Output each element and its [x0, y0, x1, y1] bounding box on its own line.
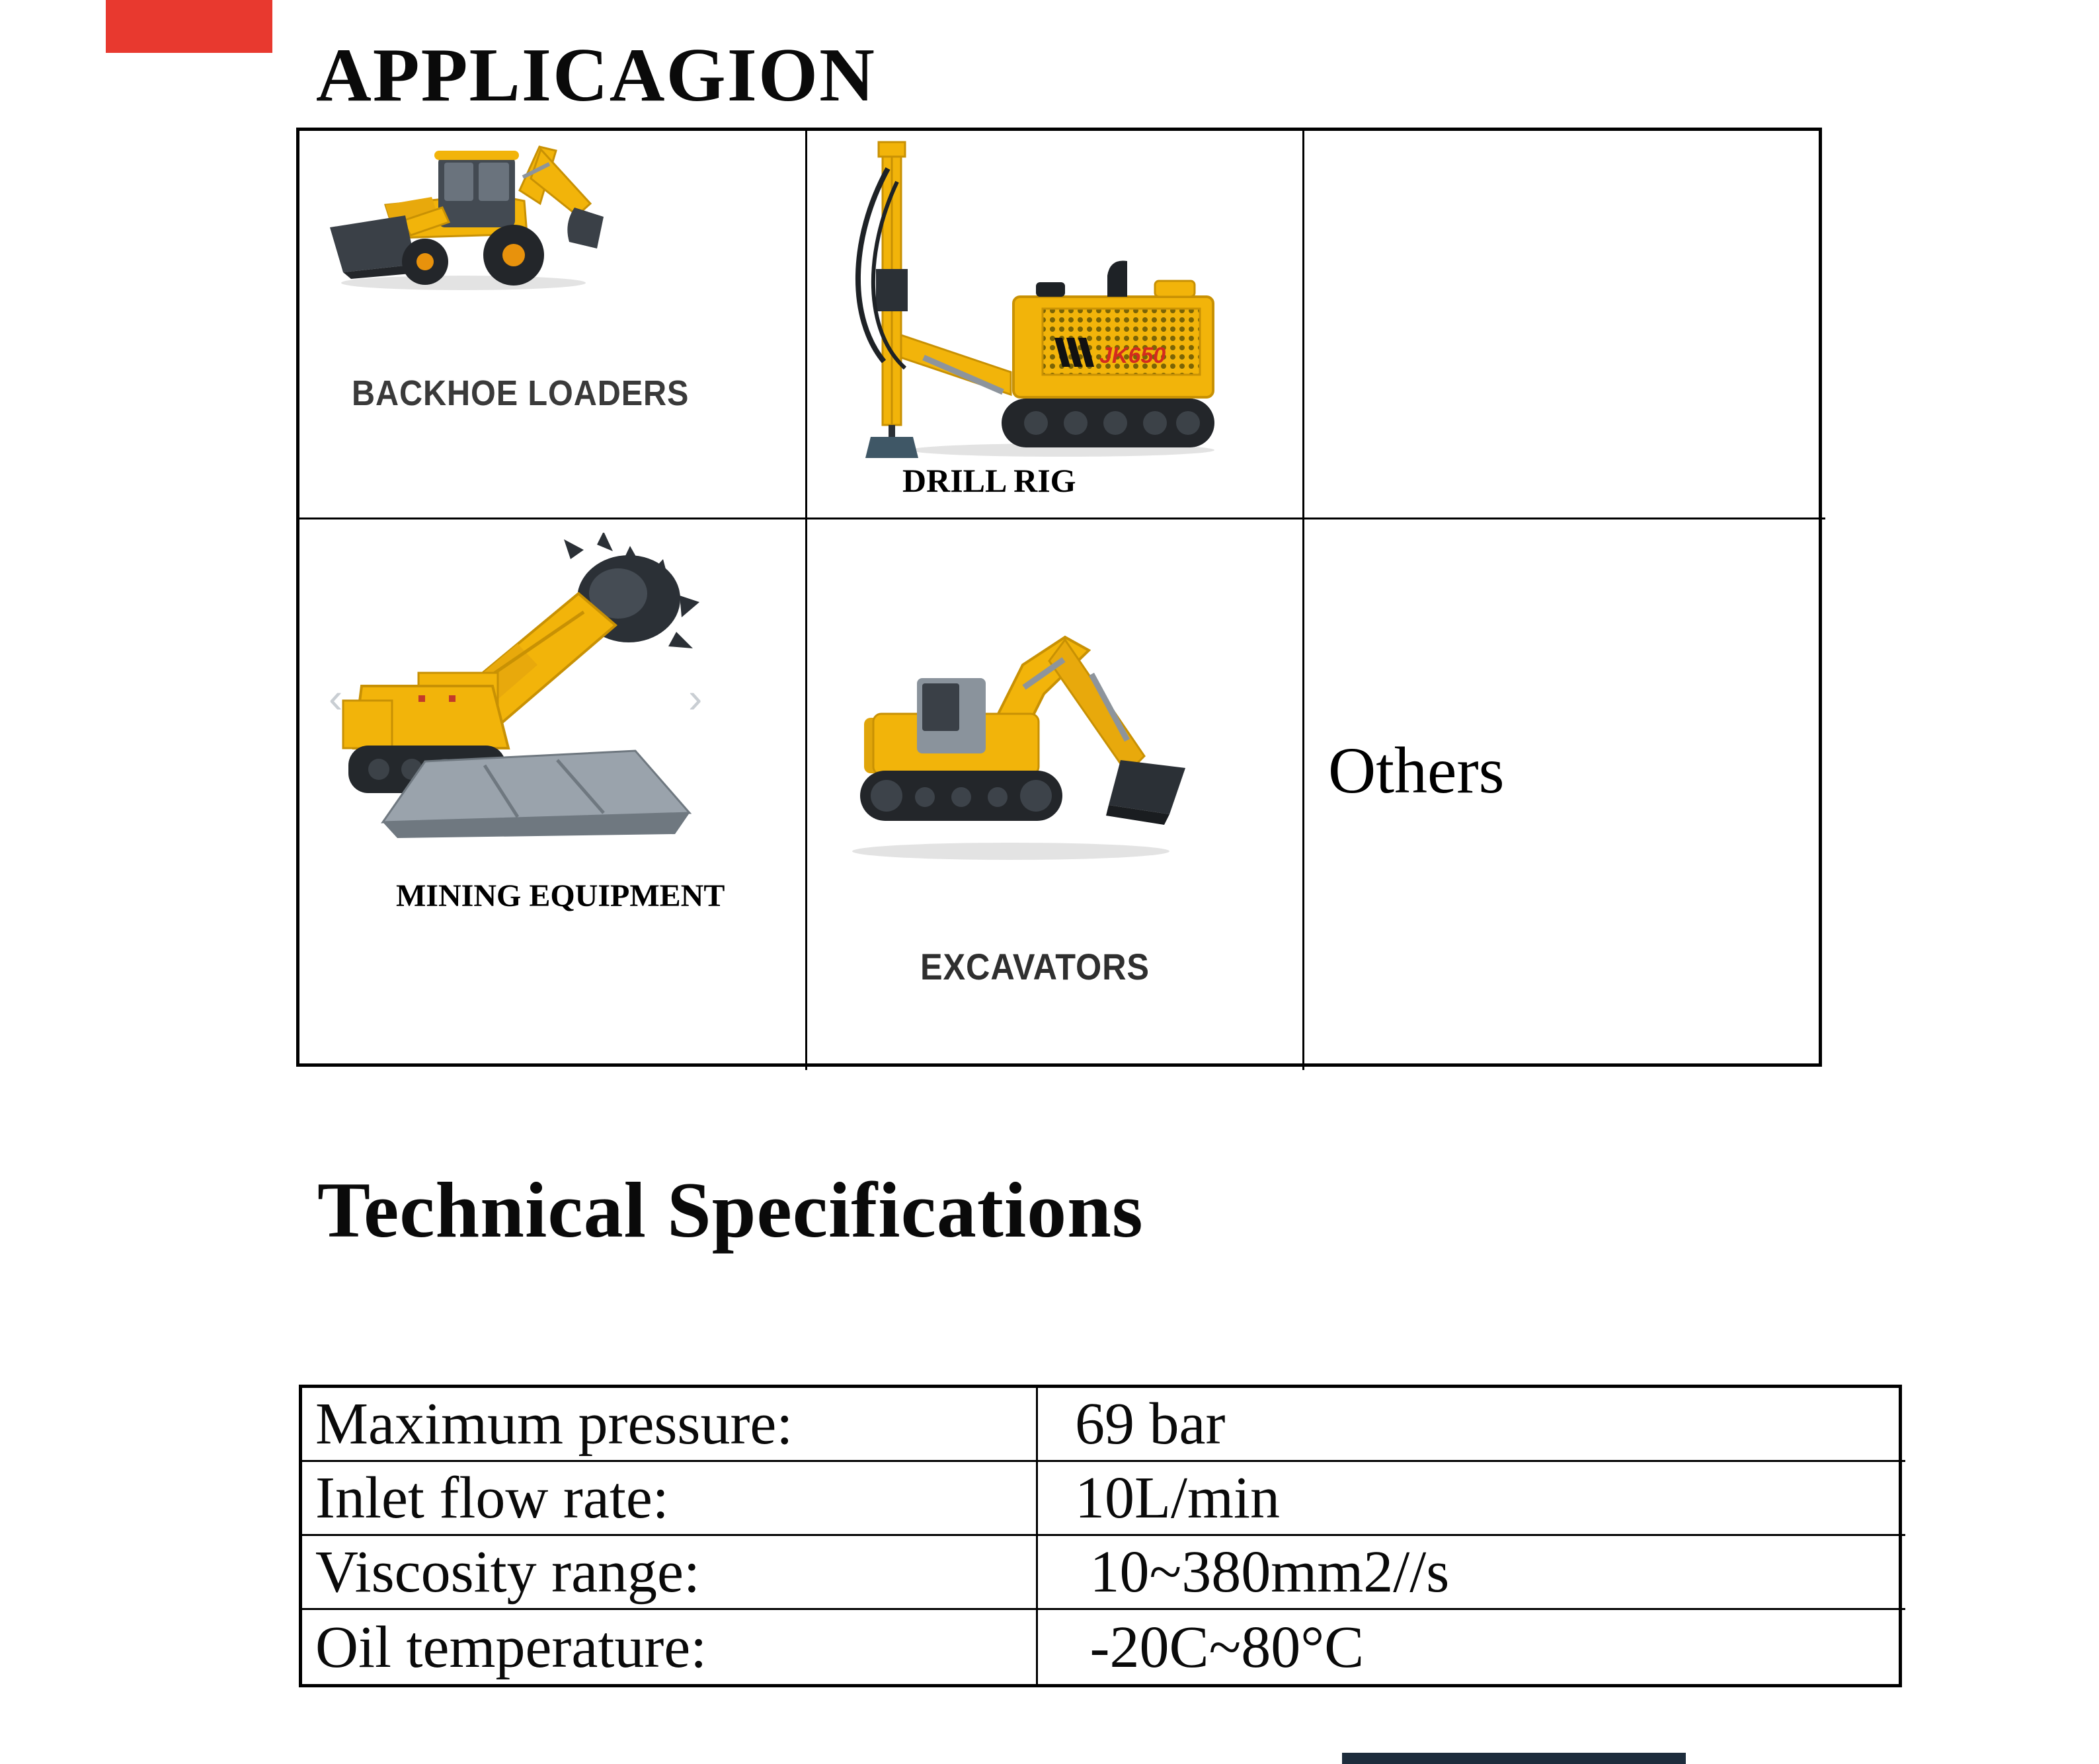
drill-rig-image — [844, 139, 1225, 461]
cell-empty — [1304, 131, 1825, 519]
cell-backhoe-loaders — [299, 131, 807, 519]
carousel-next-icon[interactable]: › — [688, 674, 703, 722]
technical-specifications-table — [299, 1385, 1902, 1687]
excavator-image — [826, 587, 1196, 872]
spec-value-oil-temperature: -20C~80°C — [1075, 1614, 1365, 1680]
excavators-label: EXCAVATORS — [920, 946, 1150, 987]
cell-drill-rig — [807, 131, 1304, 519]
cell-excavators — [807, 519, 1304, 1070]
spec-label-oil-temperature: Oil temperature: — [302, 1610, 1038, 1684]
spec-label-inlet-flow-rate: Inlet flow rate: — [302, 1462, 1038, 1536]
spec-label-viscosity-range: Viscosity range: — [302, 1536, 1038, 1610]
spec-label-maximum-pressure: Maximum pressure: — [302, 1388, 1038, 1462]
drill-rig-logo-text: JK650 — [1099, 343, 1166, 368]
top-left-red-decoration — [106, 0, 272, 53]
others-label: Others — [1328, 734, 1505, 807]
application-table — [296, 128, 1822, 1067]
carousel-prev-icon[interactable]: ‹ — [329, 674, 343, 722]
cell-mining-equipment — [299, 519, 807, 1070]
drill-rig-label: DRILL RIG — [902, 462, 1076, 499]
application-title: APPLICAGION — [316, 33, 876, 118]
mining-equipment-label: MINING EQUIPMENT — [396, 878, 725, 913]
backhoe-loader-image — [325, 137, 610, 295]
bottom-navy-decoration — [1342, 1753, 1686, 1764]
mining-equipment-image — [319, 533, 721, 861]
technical-specifications-heading: Technical Specifications — [317, 1166, 1144, 1254]
spec-value-viscosity-range: 10~380mm2//s — [1038, 1536, 1905, 1610]
spec-value-maximum-pressure: 69 bar — [1038, 1388, 1905, 1462]
backhoe-loaders-label: BACKHOE LOADERS — [352, 373, 690, 413]
spec-value-inlet-flow-rate: 10L/min — [1038, 1462, 1905, 1536]
cell-others — [1304, 519, 1825, 1070]
